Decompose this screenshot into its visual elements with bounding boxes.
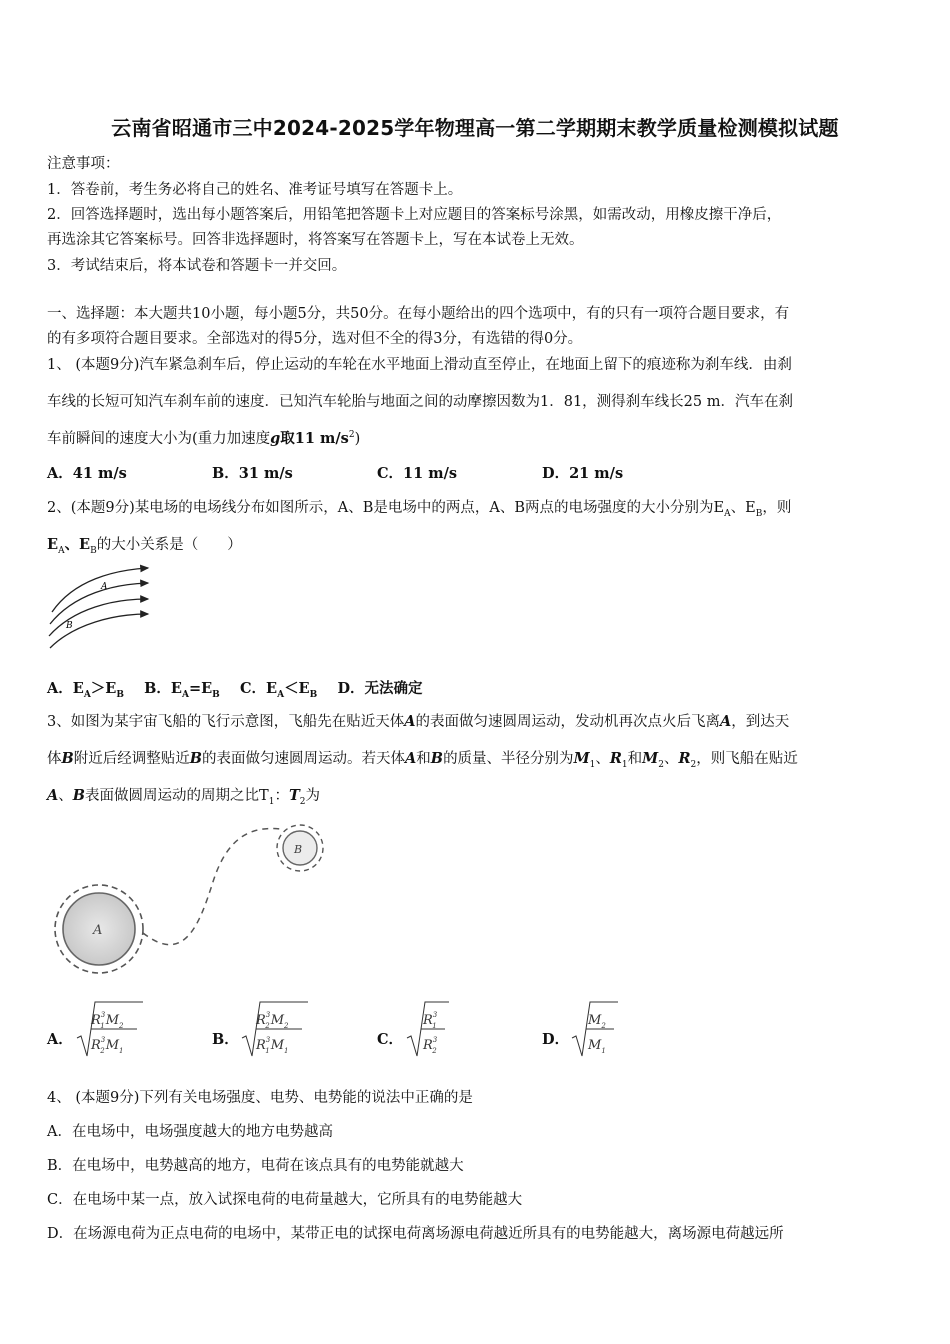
notice-item-2-cont: 再选涂其它答案标号。回答非选择题时，将答案写在答题卡上，写在本试卷上无效。 xyxy=(47,232,584,248)
q3-text: 的表面做匀速圆周运动，发动机再次点火后飞离 xyxy=(415,714,720,730)
q3-sub: 2 xyxy=(299,796,306,807)
formula-numerator: $R^3$ $1M_2$ xyxy=(91,1011,124,1030)
q2-options-row xyxy=(47,677,423,700)
q2-sub: A xyxy=(181,689,189,700)
q3-text: ，到达天 xyxy=(731,714,790,730)
q1-text: 车前瞬间的速度大小为(重力加速度 xyxy=(47,431,271,447)
q3-line-2 xyxy=(47,747,798,770)
q3-symbol: B xyxy=(189,750,203,767)
q2-sub: B xyxy=(212,689,220,700)
q4-option-c[interactable]: C．在电场中某一点，放入试探电荷的电荷量越大，它所具有的电势能越大 xyxy=(47,1192,523,1208)
q2-opt-text: B．E xyxy=(144,680,182,697)
q3-text: 和 xyxy=(627,751,643,767)
field-point-b: B xyxy=(66,621,73,631)
q3-symbol: M xyxy=(642,750,659,767)
q2-text: 2、(本题9分)某电场的电场线分布如图所示，A、B是电场中的两点，A、B两点的电场强度的大小分别为E xyxy=(47,500,725,516)
q3-line-3 xyxy=(47,784,320,807)
q2-sub: A xyxy=(58,545,65,556)
notice-item-3: 3．考试结束后，将本试卷和答题卡一并交回。 xyxy=(47,258,347,274)
planet-a-label: A xyxy=(93,923,103,938)
formula-denominator: $R^3$ 2 xyxy=(423,1036,438,1055)
q3-text: 为 xyxy=(305,788,320,804)
formula-numerator: $M_2$ xyxy=(588,1013,606,1030)
q3-symbol: B xyxy=(72,787,86,804)
q1-option-c[interactable]: C．11 m/s xyxy=(377,465,458,482)
q3-symbol: R xyxy=(609,750,622,767)
q2-opt-text: ＞E xyxy=(90,680,117,697)
q2-opt-text: A．E xyxy=(47,680,84,697)
q3-symbol: R xyxy=(678,750,691,767)
formula-denominator: $R^3$ $2M_1$ xyxy=(91,1036,124,1055)
q1-option-a[interactable]: A．41 m/s xyxy=(47,465,127,482)
q3-formula-d[interactable] xyxy=(570,1000,625,1060)
q3-text: ，则飞船在贴近 xyxy=(696,751,798,767)
field-point-a: A xyxy=(101,582,108,592)
q1-line-1: 1、 (本题9分)汽车紧急刹车后，停止运动的车轮在水平地面上滑动直至停止，在地面上留下的痕迹称为刹车线．由刹 xyxy=(47,357,792,373)
field-line-3 xyxy=(49,599,148,636)
q3-symbol: B xyxy=(430,750,444,767)
q3-symbol: B xyxy=(61,750,74,767)
q3-text: ： xyxy=(274,788,289,804)
q2-option-a[interactable] xyxy=(47,680,124,700)
spacecraft-orbit-figure xyxy=(44,815,344,980)
electric-field-figure xyxy=(44,562,154,654)
q2-sub: B xyxy=(90,545,97,556)
q1-line-3 xyxy=(47,427,360,448)
q3-text: 和 xyxy=(416,751,431,767)
q2-option-b[interactable] xyxy=(144,680,220,700)
q1-option-d[interactable]: D．21 m/s xyxy=(542,465,624,482)
q3-symbol: M xyxy=(573,750,590,767)
q3-text: 、 xyxy=(595,751,610,767)
q2-text: E xyxy=(47,536,59,553)
section-intro-1: 一、选择题：本大题共10小题，每小题5分，共50分。在每小题给出的四个选项中，有的只有一项符合题目要求，有 xyxy=(47,306,790,322)
q2-sub: A xyxy=(277,689,285,700)
section-intro-2: 的有多项符合题目要求。全部选对的得5分，选对但不全的得3分，有选错的得0分。 xyxy=(47,331,583,347)
q2-line-2 xyxy=(47,533,242,556)
q3-text: 的质量、半径分别为 xyxy=(443,751,574,767)
q3-line-1 xyxy=(47,710,789,731)
q2-text: ，则 xyxy=(762,500,792,516)
q3-sub: 1 xyxy=(589,759,596,770)
notice-item-1: 1．答卷前，考生务必将自己的姓名、准考证号填写在答题卡上。 xyxy=(47,182,463,198)
q3-formula-a[interactable] xyxy=(75,1000,145,1060)
field-line-2 xyxy=(50,583,148,624)
planet-b-label: B xyxy=(294,843,303,856)
q2-sub: B xyxy=(116,689,124,700)
q1-text: 取11 m/s xyxy=(280,430,349,447)
q3-formula-b[interactable] xyxy=(240,1000,310,1060)
q3-option-a-label[interactable]: A． xyxy=(47,1031,73,1048)
q3-symbol: A xyxy=(405,750,417,767)
q2-sub: B xyxy=(755,508,763,519)
q3-text: 的表面做匀速圆周运动。若天体 xyxy=(202,751,406,767)
q4-option-a[interactable]: A．在电场中，电场强度越大的地方电势越高 xyxy=(47,1124,333,1140)
formula-denominator: $M_1$ xyxy=(588,1038,606,1055)
transfer-path xyxy=(143,828,280,944)
q4-option-d[interactable]: D．在场源电荷为正点电荷的电场中，某带正电的试探电荷离场源电荷越近所具有的电势能越大，离场源电荷越远所 xyxy=(47,1226,784,1242)
q3-text: 、 xyxy=(663,751,679,767)
q4-stem: 4、 (本题9分)下列有关电场强度、电势、电势能的说法中正确的是 xyxy=(47,1090,473,1106)
notice-item-2: 2．回答选择题时，选出每小题答案后，用铅笔把答题卡上对应题目的答案标号涂黑，如需改动，用橡皮擦干净后， xyxy=(47,207,782,223)
q1-sup: 2 xyxy=(348,430,355,441)
q2-opt-text: =E xyxy=(188,680,213,697)
q1-option-b[interactable]: B．31 m/s xyxy=(212,465,293,482)
q3-formula-c[interactable] xyxy=(405,1000,455,1060)
q2-sub: A xyxy=(83,689,91,700)
q3-text: 、 xyxy=(58,788,73,804)
notice-heading: 注意事项： xyxy=(47,156,120,172)
q2-opt-text: C．E xyxy=(239,680,278,697)
q2-option-d[interactable]: D．无法确定 xyxy=(337,680,423,697)
q3-sub: 1 xyxy=(621,759,628,770)
q3-option-c-label[interactable]: C． xyxy=(377,1031,404,1048)
field-line-4 xyxy=(50,614,148,648)
q3-text: 表面做圆周运动的周期之比T xyxy=(85,788,269,804)
q2-text: 、E xyxy=(730,500,756,516)
q3-sub: 1 xyxy=(268,796,275,807)
q3-symbol: A xyxy=(47,787,59,804)
q2-text: 的大小关系是（ ） xyxy=(96,537,242,553)
exam-title: 云南省昭通市三中2024-2025学年物理高一第二学期期末教学质量检测模拟试题 xyxy=(111,116,839,140)
q3-option-b-label[interactable]: B． xyxy=(212,1031,239,1048)
q3-symbol: T xyxy=(288,787,300,804)
q3-sub: 2 xyxy=(690,759,697,770)
formula-numerator: $R^3$ 1 xyxy=(423,1011,438,1030)
formula-numerator: $R^3$ $2M_2$ xyxy=(256,1011,289,1030)
q3-symbol: A xyxy=(720,713,732,730)
q2-text: 、E xyxy=(64,536,91,553)
q1-text: ) xyxy=(354,431,361,447)
q4-option-b[interactable]: B．在电场中，电势越高的地方，电荷在该点具有的电势能就越大 xyxy=(47,1158,464,1174)
q3-sub: 2 xyxy=(658,759,664,770)
q3-option-d-label[interactable]: D． xyxy=(542,1031,570,1048)
q3-symbol: A xyxy=(404,713,416,730)
q2-sub: A xyxy=(724,508,731,519)
formula-denominator: $R^3$ $1M_1$ xyxy=(256,1036,289,1055)
q1-g-symbol: g xyxy=(270,430,281,447)
q2-opt-text: ＜E xyxy=(284,680,310,697)
q3-text: 体 xyxy=(47,751,62,767)
q2-sub: B xyxy=(309,689,318,700)
q3-text: 附近后经调整贴近 xyxy=(73,751,190,767)
q2-option-c[interactable] xyxy=(239,680,318,700)
q3-text: 3、如图为某宇宙飞船的飞行示意图，飞船先在贴近天体 xyxy=(47,714,405,730)
q1-line-2: 车线的长短可知汽车刹车前的速度．已知汽车轮胎与地面之间的动摩擦因数为1．81，测得刹车线长25 m．汽车在刹 xyxy=(47,394,793,410)
q2-line-1 xyxy=(47,496,791,519)
